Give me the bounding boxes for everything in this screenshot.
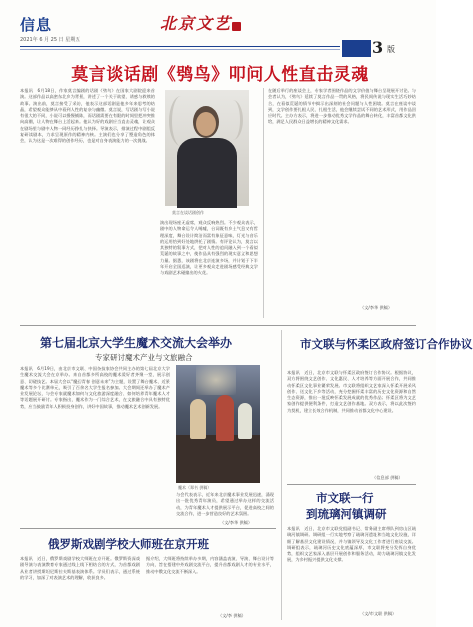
page-label: 版 [387, 45, 395, 54]
article-2-column-1: 本报讯 6月19日，由北京市文联、中国杂技家协会共同主办的第七届北京大学生魔术交流大会在京举办。来自首都多所高校的魔术爱好者齐聚一堂，展示创意、切磋技艺。本届大会以“魔幻青春 创意未来”为主题，设置了舞台魔术、近景魔术等多个比赛单元，吸引了百余名大学生报名参加。大会期间还举办了魔术产业发展论坛，与会专家就魔术如何与文化旅游深度融合、如何培养青年魔术人才等话题展开研讨。专家指出，魔术作为一门综合艺术，在文旅融合中具有独特优势，应当鼓励青年人积极投身创作，讲好中国故事，推动魔术艺术创新发展。 [20, 366, 170, 409]
article-3-column-2: 据介绍，大师班将持续举办多期，内容涵盖表演、导演、舞台设计等方向，旨在搭建中外戏剧交流平台，提升首都戏剧人才的专业水平，推动中俄文化交流不断深入。 [146, 556, 274, 574]
article-5-headline-line-1: 市文联一行 [316, 491, 374, 505]
article-5-headline-line-2: 到琉璃河镇调研 [306, 507, 387, 521]
column-divider [281, 330, 282, 620]
article-5-credit: （文/市文联 供稿） [360, 611, 397, 616]
section-divider [287, 484, 416, 485]
article-1-column-2: 演出现场座无虚席，观众反响热烈。不少观众表示，剧中的人物命运令人唏嘘，台词既有乡土气息又有哲理深度，舞台设计简洁而富有象征意味，灯光与音乐的运用恰到好处地烘托了剧情。有评论认为，莫言以其独特的叙事方式，把对人性的追问融入到一个看似荒诞的故事之中，使作品具有强烈的现实意义和思想力量。据悉，该剧将在北京连演多场，并计划于下半年开启全国巡演，让更多观众走进剧场感受经典文学与戏剧艺术碰撞出的火花。 [160, 220, 258, 276]
article-2-photo [176, 365, 260, 483]
header-rule-secondary [20, 49, 340, 50]
section-divider [20, 528, 276, 529]
masthead-logo: 北京文艺 [160, 14, 233, 33]
article-2-credit: （文/李华 供稿） [220, 520, 253, 525]
stage-floor [176, 435, 260, 483]
portrait-body [177, 138, 237, 208]
header-rule [20, 46, 340, 47]
article-1-photo [165, 90, 249, 206]
page-number: 3 [372, 38, 384, 57]
article-3-column-1: 本报讯 近日，俄罗斯戏剧学校大师班在京开班。俄罗斯资深戏剧导演与表演教育专家通过线上线下相结合的方式，为首都戏剧从业者讲授斯坦尼斯拉夫斯基表演体系。学员们表示，通过系统的学习，加深了对表演艺术的理解，收获良多。 [20, 556, 140, 580]
article-1-column-1: 本报讯 6月18日，作家莫言编剧的话剧《鸮鸟》在国家大剧院迎来首演。这部作品以高密东北乡为背景，讲述了一个关于欲望、诱惑与救赎的故事。演出前，莫言接受了采访，他表示这部话剧是他多年来思考的结晶，希望观众能够从中看到人性的复杂与幽微。莫言说，写话剧与写小说有很大的不同，小说可以慢慢铺陈，而话剧需要在有限的时间里把冲突推向高潮，让人物在舞台上活起来。他认为好的戏剧应当直击灵魂，让观众在剧场里与剧中人物一同经历挣扎与抉择。导演表示，排演过程中剧组反复研读剧本，力求呈现原作的精神内核。主演们也分享了塑造角色的体会，认为这是一次难得的创作经历，也是对自身表演能力的一次挑战。 [20, 88, 155, 144]
article-3-credit: （文/李 供稿） [218, 613, 246, 618]
issue-date: 2021年 6 月 25 日 星期五 [20, 37, 81, 43]
article-2-subheadline: 专家研讨魔术产业与文旅融合 [95, 353, 193, 362]
column-divider [263, 88, 264, 318]
article-2-photo-caption: 魔术（郑书 供稿） [178, 485, 212, 490]
performer-figure [216, 395, 234, 441]
calligraphy-backdrop-right [223, 100, 243, 140]
portrait-face [196, 112, 216, 136]
article-1-column-3: 在随后举行的座谈会上，专家学者围绕作品的文学价值与舞台呈现展开讨论。与会者认为，《鸮鸟》延续了莫言作品一贯的风格，将民间传说与现实生活巧妙结合，在看似荒诞的情节中揭示出深刻的社会问题与人性困境。莫言在座谈中谈到，文学创作要扎根人民、扎根生活，他会继续尝试不同的艺术形式，用作品回应时代。主办方表示，将进一步推动优秀文学作品的舞台转化，丰富首都文化供给，满足人民群众日益增长的精神文化需求。 [268, 88, 416, 125]
article-1-credit: （文/李华 供稿） [360, 305, 393, 310]
section-divider [20, 325, 416, 326]
article-4-headline-line-1: 市文联与怀柔区政府签订合作协议 [300, 337, 473, 351]
article-1-photo-caption: 莫言在谈话剧创作 [172, 210, 204, 215]
masthead-seal-icon [232, 22, 241, 31]
section-title: 信息 [20, 16, 53, 34]
article-2-headline: 第七届北京大学生魔术交流大会举办 [40, 336, 233, 350]
performer-figure [238, 403, 252, 439]
article-3-headline: 俄罗斯戏剧学校大师班在京开班 [48, 537, 209, 551]
article-4-body: 本报讯 近日，北京市文联与怀柔区政府签订合作协议。根据协议，双方将围绕文艺创作、文化惠民、人才培养等方面开展合作，共同推动怀柔区文化事业繁荣发展。市文联将组织文艺家深入怀柔开展采风创作、送文化下乡等活动，充分挖掘怀柔丰富的历史文化资源和自然生态资源，推出一批反映怀柔发展成就的优秀作品；怀柔区将为文艺家创作提供便利条件，打造文艺创作基地。双方表示，将以此次签约为契机，建立长效合作机制，共同推动首都文化中心建设。 [287, 370, 416, 413]
article-1-headline: 莫言谈话剧《鸮鸟》叩问人性直击灵魂 [71, 65, 369, 85]
page-marker-bar [342, 40, 371, 57]
article-4-credit: （信息部 供稿） [372, 475, 403, 480]
performer-figure [190, 399, 206, 439]
article-5-body: 本报讯 近日，北京市文联党组副书记、常务副主席带队到房山区琉璃河镇调研。调研组一行实地考察了琉璃河遗址和当地文化设施，详细了解基层文化建设情况，并与镇领导及文化工作者进行座谈交流。调研组表示，琉璃河历史文化底蕴深厚，市文联将充分发挥自身优势，组织文艺家深入基层开展创作和服务活动，助力琉璃河镇文化发展，为乡村振兴提供文化支撑。 [287, 526, 416, 563]
article-2-column-2: 与会代表表示，近年来北京魔术事业发展迅速，涌现出一批优秀青年演员，希望通过举办这样的交流活动，为青年魔术人才提供展示平台，促进高校之间的交流合作，进一步营造良好的艺术氛围。 [176, 492, 274, 516]
stage-spotlight [196, 365, 236, 395]
